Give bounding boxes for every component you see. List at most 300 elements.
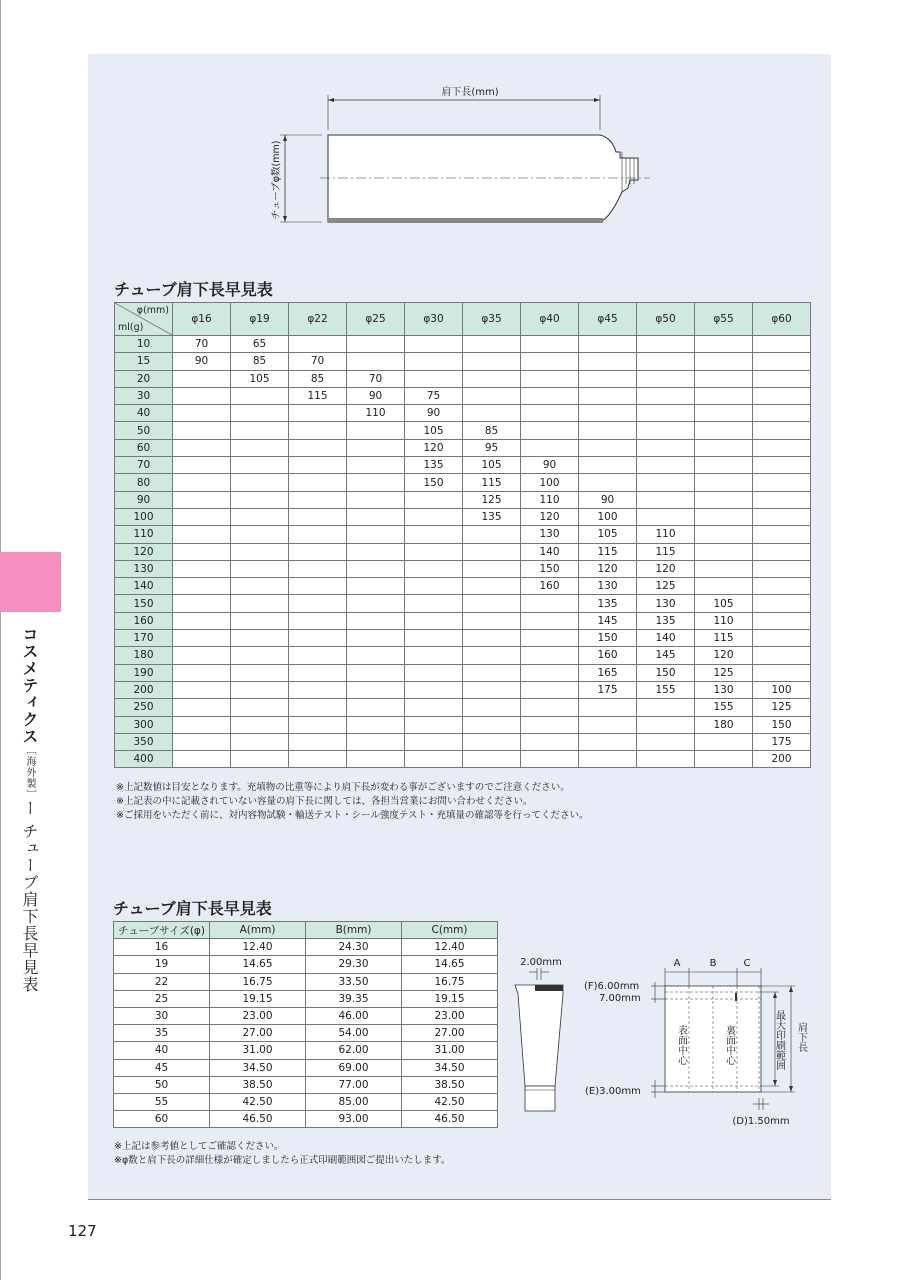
bottom-rule <box>88 1199 831 1200</box>
table-cell: 12.40 <box>402 939 498 956</box>
column-header: φ40 <box>521 303 579 336</box>
table-cell: 140 <box>521 543 579 560</box>
table-cell <box>173 733 231 750</box>
table-cell: 90 <box>579 491 637 508</box>
table-cell <box>637 439 695 456</box>
table-cell <box>173 508 231 525</box>
table-row <box>114 973 498 990</box>
table-cell <box>463 681 521 698</box>
note-line: ※φ数と肩下長の詳細仕様が確定しましたら正式印刷範囲図ご提出いたします。 <box>114 1155 451 1166</box>
table-cell: 34.50 <box>210 1059 306 1076</box>
row-header: 20 <box>115 370 173 387</box>
table-cell <box>463 612 521 629</box>
label-d: (D)1.50mm <box>732 1116 790 1127</box>
table-cell: 70 <box>173 336 231 353</box>
table-cell <box>289 508 347 525</box>
table-cell <box>753 422 811 439</box>
table-cell <box>289 474 347 491</box>
table-cell <box>579 751 637 768</box>
table-cell <box>521 405 579 422</box>
column-header: φ22 <box>289 303 347 336</box>
table-cell: 155 <box>695 699 753 716</box>
table-cell: 38.50 <box>210 1076 306 1093</box>
table-cell <box>173 439 231 456</box>
table-cell: 110 <box>521 491 579 508</box>
table-cell <box>753 491 811 508</box>
table-row <box>115 422 811 439</box>
table-cell <box>347 336 405 353</box>
table-cell <box>463 336 521 353</box>
table-cell <box>579 474 637 491</box>
table-row <box>114 1059 498 1076</box>
table-cell <box>347 733 405 750</box>
table-cell <box>753 526 811 543</box>
table-cell <box>289 578 347 595</box>
table-cell <box>289 630 347 647</box>
table-cell: 85.00 <box>306 1093 402 1110</box>
table-cell <box>521 370 579 387</box>
table-cell <box>521 595 579 612</box>
table-cell <box>579 405 637 422</box>
table-cell <box>637 387 695 404</box>
table1-title: チューブ肩下長早見表 <box>114 280 273 299</box>
table-cell <box>289 681 347 698</box>
table-cell: 135 <box>463 508 521 525</box>
column-header: φ16 <box>173 303 231 336</box>
table-row <box>115 612 811 629</box>
table-cell <box>521 681 579 698</box>
table-cell <box>289 751 347 768</box>
row-header: 180 <box>115 647 173 664</box>
table-cell <box>463 751 521 768</box>
table-cell: 39.35 <box>306 990 402 1007</box>
table-cell <box>347 560 405 577</box>
table-cell <box>231 439 289 456</box>
table-cell <box>231 595 289 612</box>
column-header: A(mm) <box>210 922 306 939</box>
table-cell: 75 <box>405 387 463 404</box>
table-cell <box>347 681 405 698</box>
table-cell <box>405 751 463 768</box>
table-cell <box>695 560 753 577</box>
table-cell <box>521 647 579 664</box>
table-cell <box>289 733 347 750</box>
table-cell <box>637 336 695 353</box>
table-cell <box>231 457 289 474</box>
table-cell: 23.00 <box>210 1007 306 1024</box>
table-cell <box>637 733 695 750</box>
table-cell <box>347 526 405 543</box>
section-side-label: コスメティクス［海外製］ー チューブ肩下長早見表 <box>20 626 39 994</box>
table-cell <box>637 751 695 768</box>
table-cell: 60 <box>114 1111 210 1128</box>
table-cell: 38.50 <box>402 1076 498 1093</box>
table-row <box>114 990 498 1007</box>
table-cell <box>579 699 637 716</box>
table-cell <box>695 405 753 422</box>
table-cell <box>347 491 405 508</box>
table-cell <box>231 612 289 629</box>
table-cell <box>521 630 579 647</box>
table-cell <box>289 560 347 577</box>
table2-title: チューブ肩下長早見表 <box>113 899 272 918</box>
table-cell <box>463 716 521 733</box>
table-row <box>115 578 811 595</box>
table-cell <box>405 543 463 560</box>
table-corner-cell <box>115 303 173 336</box>
row-header: 160 <box>115 612 173 629</box>
table-cell <box>173 612 231 629</box>
table-cell <box>579 353 637 370</box>
table-cell <box>695 422 753 439</box>
table-cell: 145 <box>579 612 637 629</box>
table-cell: 27.00 <box>402 1025 498 1042</box>
table-cell: 150 <box>579 630 637 647</box>
table-cell: 100 <box>521 474 579 491</box>
table-cell: 46.00 <box>306 1007 402 1024</box>
shoulder-length-label: 肩下長 <box>795 1022 807 1052</box>
table-cell <box>463 387 521 404</box>
table-cell <box>173 716 231 733</box>
table-cell: 23.00 <box>402 1007 498 1024</box>
table-cell <box>173 699 231 716</box>
column-header: φ50 <box>637 303 695 336</box>
table-cell <box>521 716 579 733</box>
table-cell <box>637 353 695 370</box>
table-cell <box>463 664 521 681</box>
table-row <box>115 716 811 733</box>
table-cell <box>289 526 347 543</box>
table-cell: 19.15 <box>210 990 306 1007</box>
table-cell: 90 <box>405 405 463 422</box>
table-cell: 165 <box>579 664 637 681</box>
table-cell: 85 <box>289 370 347 387</box>
table-cell <box>289 422 347 439</box>
table-cell <box>231 560 289 577</box>
table-cell <box>405 733 463 750</box>
table-cell <box>695 439 753 456</box>
table-cell <box>289 405 347 422</box>
row-header: 200 <box>115 681 173 698</box>
table-cell <box>173 422 231 439</box>
table-cell: 120 <box>637 560 695 577</box>
table-cell <box>637 491 695 508</box>
table-cell <box>405 716 463 733</box>
table-cell: 150 <box>753 716 811 733</box>
table-cell <box>231 647 289 664</box>
table-cell <box>231 578 289 595</box>
table-cell: 77.00 <box>306 1076 402 1093</box>
table-cell <box>289 664 347 681</box>
table-cell: 160 <box>579 647 637 664</box>
table-cell <box>753 405 811 422</box>
table-cell <box>753 630 811 647</box>
table-cell <box>173 387 231 404</box>
table-cell <box>753 612 811 629</box>
table-cell: 35 <box>114 1025 210 1042</box>
table-cell <box>579 716 637 733</box>
table-cell <box>231 751 289 768</box>
table-cell <box>695 353 753 370</box>
table-cell <box>463 405 521 422</box>
table-cell: 135 <box>637 612 695 629</box>
table-cell <box>753 508 811 525</box>
table-row <box>115 457 811 474</box>
table-cell <box>347 353 405 370</box>
table-cell <box>637 422 695 439</box>
table-cell <box>289 612 347 629</box>
table-cell <box>637 508 695 525</box>
row-header: 130 <box>115 560 173 577</box>
table-row <box>115 508 811 525</box>
row-header: 300 <box>115 716 173 733</box>
table-cell <box>231 543 289 560</box>
table-row <box>114 1111 498 1128</box>
table-row <box>115 664 811 681</box>
table-cell <box>463 733 521 750</box>
table-cell <box>405 353 463 370</box>
table-cell <box>753 457 811 474</box>
table-row <box>115 370 811 387</box>
table-cell <box>637 405 695 422</box>
table-row <box>115 526 811 543</box>
table-cell: 125 <box>753 699 811 716</box>
table-cell: 125 <box>695 664 753 681</box>
table-cell <box>463 526 521 543</box>
table-cell: 110 <box>637 526 695 543</box>
table-cell: 85 <box>231 353 289 370</box>
table-cell <box>463 370 521 387</box>
table-cell <box>463 560 521 577</box>
table-cell: 120 <box>579 560 637 577</box>
row-header: 80 <box>115 474 173 491</box>
table-cell: 90 <box>173 353 231 370</box>
table-cell: 42.50 <box>402 1093 498 1110</box>
corner-diameter-label: φ(mm) <box>136 305 169 316</box>
table-cell: 125 <box>637 578 695 595</box>
table-cell: 105 <box>695 595 753 612</box>
table-cell <box>173 681 231 698</box>
table-cell: 16.75 <box>210 973 306 990</box>
column-header: φ30 <box>405 303 463 336</box>
table-row <box>115 543 811 560</box>
table-cell <box>521 439 579 456</box>
table-cell <box>579 336 637 353</box>
table-cell <box>521 336 579 353</box>
table-cell: 30 <box>114 1007 210 1024</box>
table-row <box>114 956 498 973</box>
table-cell <box>231 630 289 647</box>
table-cell <box>231 733 289 750</box>
label-b: B <box>709 958 717 969</box>
table-cell <box>231 422 289 439</box>
table-cell: 130 <box>637 595 695 612</box>
table-cell: 175 <box>753 733 811 750</box>
table-cell <box>695 508 753 525</box>
table-cell: 150 <box>405 474 463 491</box>
table-cell <box>463 595 521 612</box>
corner-volume-label: ml(g) <box>118 322 144 333</box>
table-cell <box>347 647 405 664</box>
table-cell <box>231 526 289 543</box>
table-cell <box>695 751 753 768</box>
column-header: C(mm) <box>402 922 498 939</box>
table-row <box>115 733 811 750</box>
table-cell <box>231 508 289 525</box>
shoulder-length-table <box>114 302 811 768</box>
table-row <box>115 336 811 353</box>
print-area-table <box>113 921 498 1128</box>
table-row <box>115 751 811 768</box>
row-header: 150 <box>115 595 173 612</box>
table-cell <box>753 336 811 353</box>
table-cell: 150 <box>521 560 579 577</box>
table-cell <box>405 595 463 612</box>
tube-dimension-diagram <box>260 80 680 240</box>
table-cell: 200 <box>753 751 811 768</box>
table-cell <box>695 491 753 508</box>
table-row <box>115 405 811 422</box>
table-cell <box>521 733 579 750</box>
table-cell: 93.00 <box>306 1111 402 1128</box>
table-cell: 110 <box>347 405 405 422</box>
table-row <box>114 1025 498 1042</box>
table-cell <box>289 543 347 560</box>
table-cell: 120 <box>695 647 753 664</box>
table-cell <box>173 664 231 681</box>
table-cell: 16 <box>114 939 210 956</box>
table-cell: 65 <box>231 336 289 353</box>
table-cell: 110 <box>695 612 753 629</box>
table-cell: 135 <box>405 457 463 474</box>
table-cell <box>753 474 811 491</box>
table-cell: 33.50 <box>306 973 402 990</box>
note-line: ※上記数値は目安となります。充填物の比重等により肩下長が変わる事がございますのでご注意ください。 <box>116 782 570 793</box>
table-cell <box>463 543 521 560</box>
table-cell: 130 <box>579 578 637 595</box>
table-cell: 62.00 <box>306 1042 402 1059</box>
back-center-label: 裏面中心 <box>723 1025 735 1065</box>
table-cell: 31.00 <box>402 1042 498 1059</box>
table-cell: 55 <box>114 1093 210 1110</box>
table-cell <box>753 387 811 404</box>
note-line: ※上記は参考値としてご確認ください。 <box>114 1141 284 1152</box>
table-cell <box>521 353 579 370</box>
table-cell <box>173 405 231 422</box>
table-row <box>115 595 811 612</box>
row-header: 15 <box>115 353 173 370</box>
table-cell <box>231 699 289 716</box>
table-cell: 54.00 <box>306 1025 402 1042</box>
row-header: 250 <box>115 699 173 716</box>
front-center-label: 表面中心 <box>675 1025 687 1065</box>
table-cell <box>173 474 231 491</box>
table-cell: 27.00 <box>210 1025 306 1042</box>
table-cell <box>173 560 231 577</box>
table-cell: 16.75 <box>402 973 498 990</box>
row-header: 110 <box>115 526 173 543</box>
row-header: 60 <box>115 439 173 456</box>
table-cell: 95 <box>463 439 521 456</box>
table-cell <box>405 664 463 681</box>
left-margin-line <box>0 0 1 1280</box>
note-line: ※ご採用をいただく前に、対内容物試験・輸送テスト・シール強度テスト・充填量の確認等を行ってください。 <box>116 810 589 821</box>
table-cell <box>753 595 811 612</box>
table-cell <box>405 560 463 577</box>
table-cell: 180 <box>695 716 753 733</box>
table-cell <box>231 387 289 404</box>
table-cell <box>347 439 405 456</box>
table-cell: 70 <box>347 370 405 387</box>
table-cell: 46.50 <box>210 1111 306 1128</box>
row-header: 350 <box>115 733 173 750</box>
table-cell: 90 <box>347 387 405 404</box>
table-cell <box>231 681 289 698</box>
table-cell <box>579 387 637 404</box>
table-row <box>114 1076 498 1093</box>
table-cell: 115 <box>289 387 347 404</box>
table-cell <box>347 716 405 733</box>
table-cell: 135 <box>579 595 637 612</box>
table-cell: 22 <box>114 973 210 990</box>
column-header: φ45 <box>579 303 637 336</box>
table-cell <box>231 474 289 491</box>
table-cell <box>753 578 811 595</box>
table-cell <box>289 336 347 353</box>
row-header: 70 <box>115 457 173 474</box>
table-row <box>114 1093 498 1110</box>
table-cell <box>637 370 695 387</box>
label-f: (F)6.00mm <box>584 981 640 992</box>
table-cell <box>579 457 637 474</box>
column-header: B(mm) <box>306 922 402 939</box>
table-cell: 50 <box>114 1076 210 1093</box>
table-cell <box>347 699 405 716</box>
row-header: 50 <box>115 422 173 439</box>
table-cell <box>695 543 753 560</box>
print-area-diagram <box>575 950 825 1135</box>
table-cell <box>637 474 695 491</box>
table-row <box>115 491 811 508</box>
table-row <box>115 699 811 716</box>
table-row <box>114 1042 498 1059</box>
table-cell <box>753 560 811 577</box>
table-row <box>115 353 811 370</box>
table-row <box>115 474 811 491</box>
table-cell: 120 <box>405 439 463 456</box>
height-label: チューブφ数(mm) <box>271 140 282 220</box>
table-cell: 25 <box>114 990 210 1007</box>
table-cell <box>231 664 289 681</box>
table-cell <box>579 733 637 750</box>
dim-top-label: 2.00mm <box>520 957 562 968</box>
table-cell <box>347 422 405 439</box>
label-c: C <box>743 958 751 969</box>
column-header: φ19 <box>231 303 289 336</box>
column-header: φ60 <box>753 303 811 336</box>
table-cell: 160 <box>521 578 579 595</box>
table-cell <box>231 716 289 733</box>
table-cell <box>405 491 463 508</box>
row-header: 90 <box>115 491 173 508</box>
table-cell <box>405 526 463 543</box>
table-cell: 145 <box>637 647 695 664</box>
table-cell <box>579 370 637 387</box>
table-cell <box>695 578 753 595</box>
table-cell <box>753 543 811 560</box>
row-header: 100 <box>115 508 173 525</box>
table-cell <box>695 457 753 474</box>
